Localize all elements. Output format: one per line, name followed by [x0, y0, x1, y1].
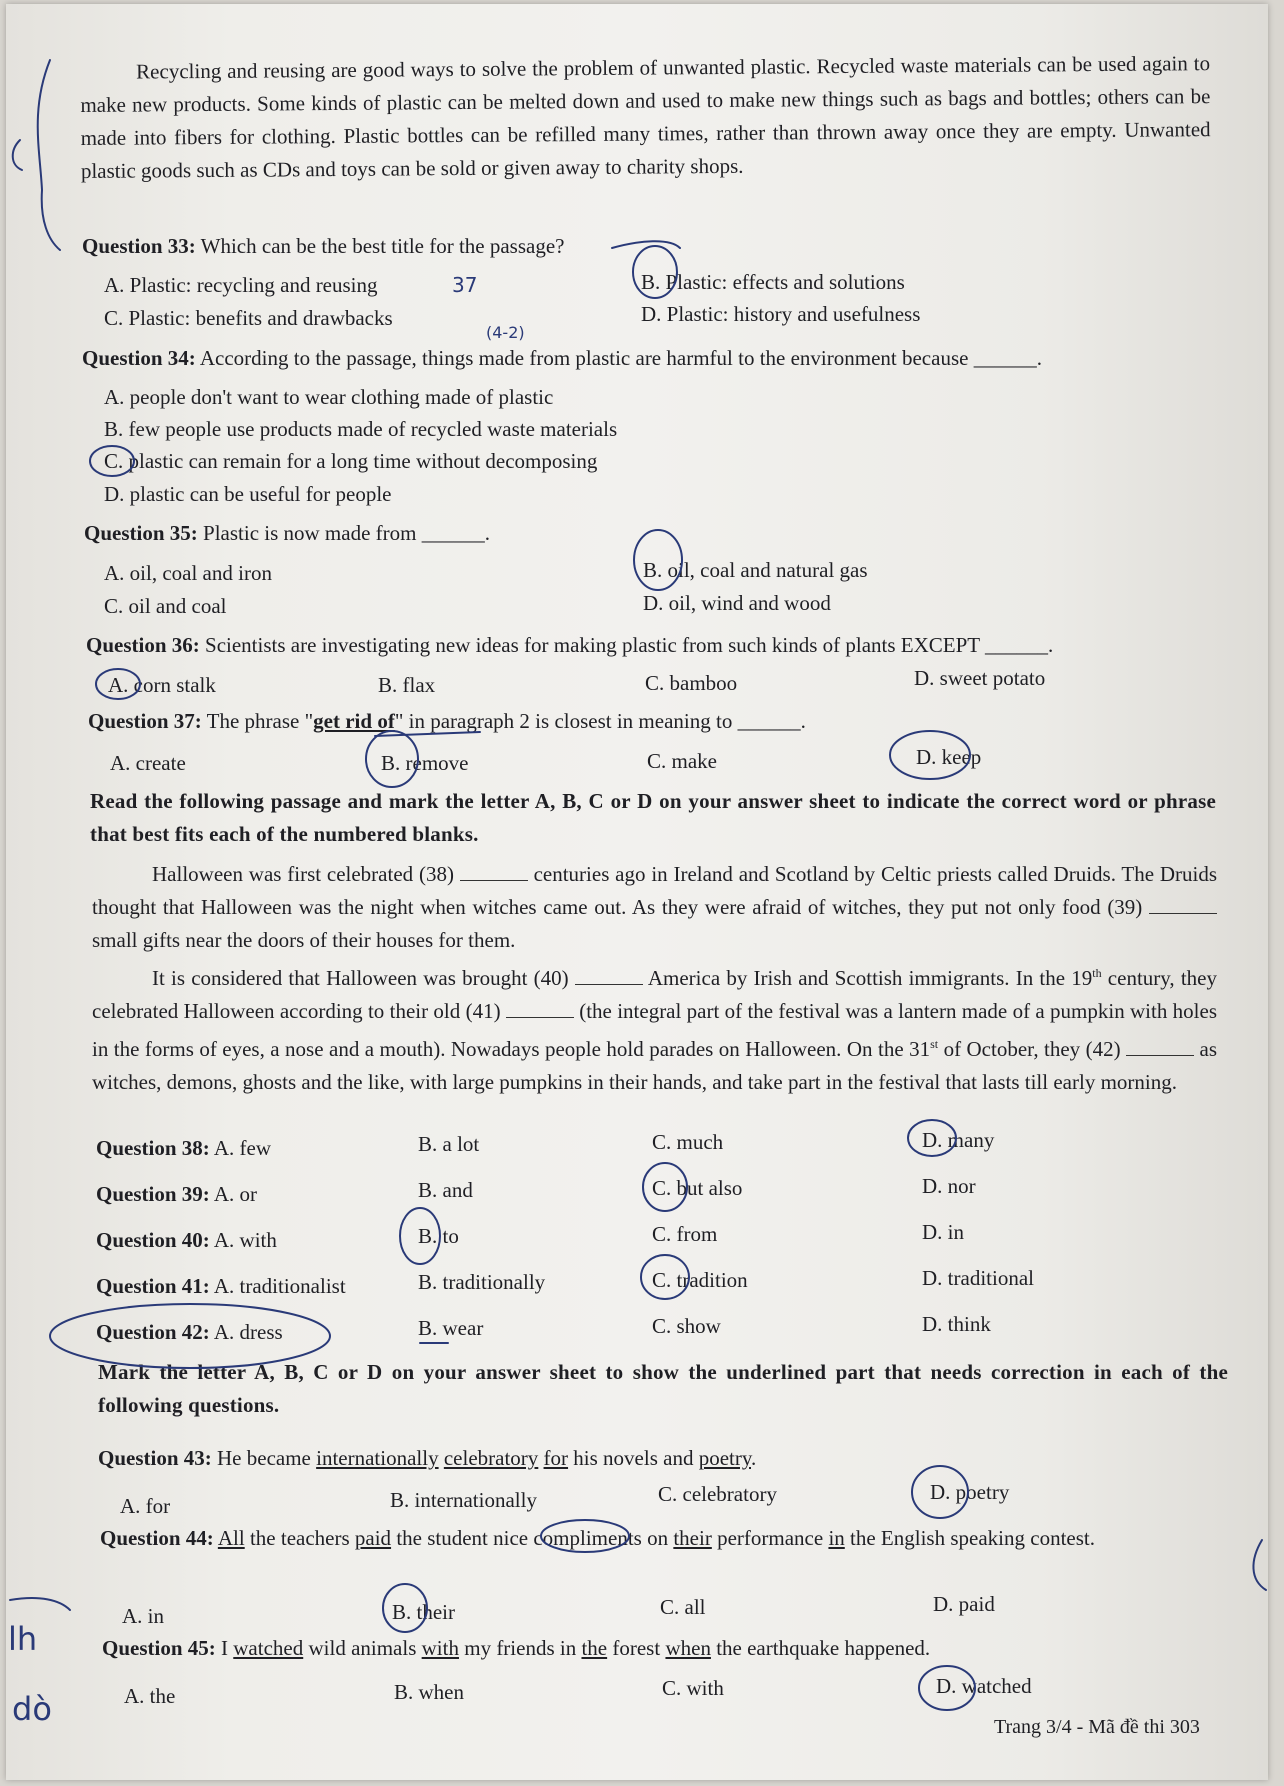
q37-option-b[interactable]: B. remove	[381, 751, 469, 775]
q38-option-b[interactable]: B. a lot	[418, 1132, 480, 1156]
handwritten-margin-1: lh	[8, 1620, 38, 1658]
q36-option-d[interactable]: D. sweet potato	[914, 666, 1046, 690]
question-40: Question 40: A. with	[96, 1228, 277, 1252]
q45-option-a[interactable]: A. the	[124, 1684, 176, 1708]
q44-option-c[interactable]: C. all	[660, 1595, 706, 1619]
question-43: Question 43: He became internationally celebratory for his novels and poetry.	[98, 1446, 757, 1470]
question-34: Question 34: According to the passage, things made from plastic are harmful to the environment because ______.	[82, 346, 1042, 370]
q40-option-c[interactable]: C. from	[652, 1222, 718, 1246]
q43-option-d[interactable]: D. poetry	[930, 1480, 1010, 1504]
q33-option-b[interactable]: B. Plastic: effects and solutions	[641, 270, 905, 294]
instruction-cloze: Read the following passage and mark the letter A, B, C or D on your answer sheet to indicate the correct word or phrase that best fits each of the numbered blanks.	[90, 789, 1216, 846]
q35-option-d[interactable]: D. oil, wind and wood	[643, 591, 831, 615]
question-45: Question 45: I watched wild animals with my friends in the forest when the earthquake happened.	[102, 1636, 931, 1660]
q39-option-d[interactable]: D. nor	[922, 1174, 976, 1198]
question-44: Question 44: All the teachers paid the student nice compliments on their performance in the English speaking contest.	[100, 1526, 1095, 1550]
passage-recycling-text: Recycling and reusing are good ways to solve the problem of unwanted plastic. Recycled waste materials can be used again to make new products. Some kinds of plastic can be melted down and used to make new things such as bags and bottles; others can be made into fibers for clothing. Plastic bottles can be refilled many times, rather than thrown away once they are empty. Unwanted plastic goods such as CDs and toys can be sold or given away to charity shops.	[80, 51, 1211, 183]
q42-option-b[interactable]: B. wear	[418, 1316, 484, 1340]
q44-option-a[interactable]: A. in	[122, 1604, 164, 1628]
q34-option-a[interactable]: A. people don't want to wear clothing made of plastic	[104, 385, 554, 409]
q36-option-b[interactable]: B. flax	[378, 673, 436, 697]
q40-option-d[interactable]: D. in	[922, 1220, 964, 1244]
q40-option-b[interactable]: B. to	[418, 1224, 459, 1248]
question-33: Question 33: Which can be the best title for the passage?	[82, 234, 565, 258]
q35-option-b[interactable]: B. oil, coal and natural gas	[643, 558, 868, 582]
passage-recycling	[80, 47, 1211, 188]
q42-option-d[interactable]: D. think	[922, 1312, 991, 1336]
q33-option-c[interactable]: C. Plastic: benefits and drawbacks	[104, 306, 393, 330]
q41-option-a[interactable]: A. traditionalist	[213, 1274, 346, 1298]
question-35: Question 35: Plastic is now made from ______.	[84, 521, 490, 545]
question-37: Question 37: The phrase "get rid of" in paragraph 2 is closest in meaning to ______.	[88, 709, 806, 733]
q37-option-d[interactable]: D. keep	[916, 745, 982, 769]
q37-option-c[interactable]: C. make	[647, 749, 717, 773]
q45-option-d[interactable]: D. watched	[936, 1674, 1032, 1698]
handwritten-note-range: (4-2)	[486, 323, 525, 342]
q33-option-a[interactable]: A. Plastic: recycling and reusing	[104, 273, 378, 297]
question-38: Question 38: A. few	[96, 1136, 272, 1160]
handwritten-margin-2: dò	[12, 1690, 52, 1728]
q43-option-a[interactable]: A. for	[120, 1494, 171, 1518]
q41-option-b[interactable]: B. traditionally	[418, 1270, 546, 1294]
q41-option-d[interactable]: D. traditional	[922, 1266, 1034, 1290]
q44-option-d[interactable]: D. paid	[933, 1592, 995, 1616]
q44-option-b[interactable]: B. their	[392, 1600, 455, 1624]
halloween-paragraph-1: Halloween was first celebrated (38) centuries ago in Ireland and Scotland by Celtic priests called Druids. The Druids thought that Halloween was the night when witches came out. As they were afraid of witches, they put not only food (39) small gifts near the doors of their houses for them.	[92, 862, 1218, 952]
q34-option-b[interactable]: B. few people use products made of recycled waste materials	[104, 417, 618, 441]
q40-option-a[interactable]: A. with	[213, 1228, 277, 1252]
question-36: Question 36: Scientists are investigating new ideas for making plastic from such kinds of plants EXCEPT ______.	[86, 633, 1054, 657]
q33-option-d[interactable]: D. Plastic: history and usefulness	[641, 302, 921, 326]
q42-option-c[interactable]: C. show	[652, 1314, 721, 1338]
page-footer: Trang 3/4 - Mã đề thi 303	[994, 1716, 1200, 1738]
q36-option-c[interactable]: C. bamboo	[645, 671, 738, 695]
question-41: Question 41: A. traditionalist	[96, 1274, 346, 1298]
q45-option-c[interactable]: C. with	[662, 1676, 724, 1700]
handwritten-note-37: 37	[452, 273, 478, 297]
halloween-paragraph-2: It is considered that Halloween was brought (40) America by Irish and Scottish immigrants. In the 19th century, they celebrated Halloween according to their old (41) (the integral part of the festival was a lantern made of a pumpkin with holes in the forms of eyes, a nose and a mouth). Nowadays people hold parades on Halloween. On the 31st of October, they (42) as witches, demons, ghosts and the like, with large pumpkins in their hands, and take part in the festival that lasts till early morning.	[92, 966, 1218, 1094]
q34-option-c[interactable]: C. plastic can remain for a long time without decomposing	[104, 449, 598, 473]
q39-option-a[interactable]: A. or	[213, 1182, 258, 1206]
q37-option-a[interactable]: A. create	[110, 751, 186, 775]
q35-option-c[interactable]: C. oil and coal	[104, 594, 227, 618]
question-39: Question 39: A. or	[96, 1182, 258, 1206]
q43-option-b[interactable]: B. internationally	[390, 1488, 537, 1512]
q35-option-a[interactable]: A. oil, coal and iron	[104, 561, 272, 585]
q45-option-b[interactable]: B. when	[394, 1680, 464, 1704]
q38-option-c[interactable]: C. much	[652, 1130, 724, 1154]
q41-option-c[interactable]: C. tradition	[652, 1268, 748, 1292]
q36-option-a[interactable]: A. corn stalk	[108, 673, 216, 697]
q38-option-a[interactable]: A. few	[213, 1136, 272, 1160]
passage-halloween	[92, 858, 1217, 1099]
q42-option-a[interactable]: A. dress	[213, 1320, 283, 1344]
instruction-error-correction: Mark the letter A, B, C or D on your answer sheet to show the underlined part that needs correction in each of the following questions.	[98, 1360, 1228, 1417]
q38-option-d[interactable]: D. many	[922, 1128, 995, 1152]
q43-option-c[interactable]: C. celebratory	[658, 1482, 777, 1506]
q39-option-c[interactable]: C. but also	[652, 1176, 743, 1200]
q39-option-b[interactable]: B. and	[418, 1178, 473, 1202]
q34-option-d[interactable]: D. plastic can be useful for people	[104, 482, 392, 506]
question-42: Question 42: A. dress	[96, 1320, 283, 1344]
